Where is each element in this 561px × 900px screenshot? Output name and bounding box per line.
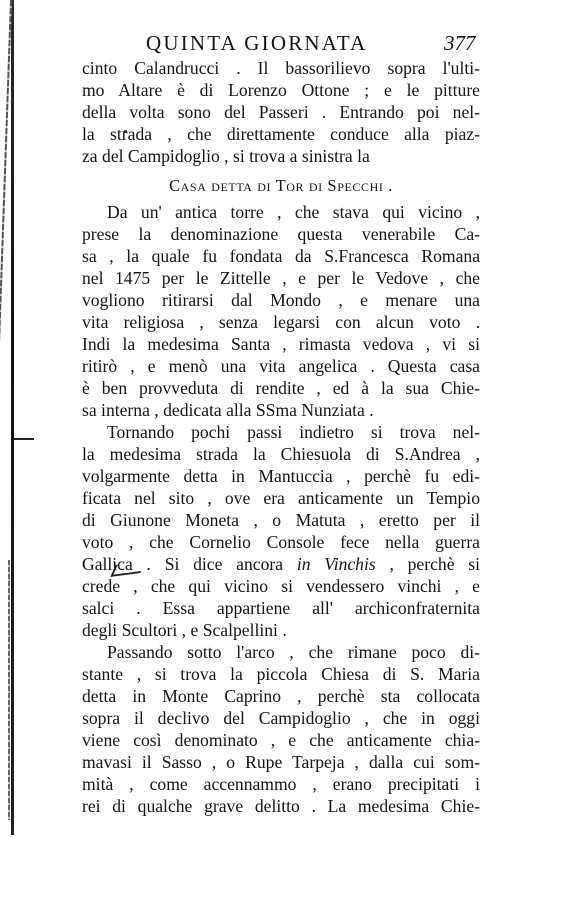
text-line: rei di qualche grave delitto . La medesima Chie-: [82, 796, 480, 816]
binding-thread-lower: [8, 560, 10, 820]
text-line: viene così denominato , e che anticamente chia-: [82, 730, 480, 750]
text-line: ficata nel sito , ove era anticamente un Tempio: [82, 488, 480, 508]
text-line: mo Altare è di Lorenzo Ottone ; e le pitture: [82, 80, 480, 100]
text-line: la medesima strada la Chiesuola di S.Andrea ,: [82, 444, 480, 464]
text-line: mità , come accennammo , erano precipitati i: [82, 774, 480, 794]
text-line: Passando sotto l'arco , che rimane poco di-: [107, 642, 480, 662]
text-line: Indi la medesima Santa , rimasta vedova , vi si: [82, 334, 480, 354]
text-line: prese la denominazione questa venerabile Ca-: [82, 224, 480, 244]
text-line: voto , che Cornelio Console fece nella guerra: [82, 532, 480, 552]
text-line: la strada , che direttamente conduce alla piaz-: [82, 124, 480, 144]
binding-edge: [11, 0, 14, 835]
text-line: volgarmente detta in Mantuccia , perchè fu edi-: [82, 466, 480, 486]
text-line: di Giunone Moneta , o Matuta , eretto per il: [82, 510, 480, 530]
text-line: è ben provveduta di rendite , ed à la sua Chie-: [82, 378, 480, 398]
text-line: sa interna , dedicata alla SSma Nunziata .: [82, 400, 374, 420]
text-line: degli Scultori , e Scalpellini .: [82, 620, 287, 640]
text-line: ritirò , e menò una vita angelica . Questa casa: [82, 356, 480, 376]
text-segment: Gallica . Si dice ancora: [82, 554, 297, 574]
italic-phrase: in Vinchis: [296, 554, 376, 574]
text-line: nel 1475 per le Zittelle , e per le Vedove , che: [82, 268, 480, 288]
text-line: Da un' antica torre , che stava qui vicino ,: [107, 202, 480, 222]
text-line: stante , si trova la piccola Chiesa di S. Maria: [82, 664, 480, 684]
text-line: della volta sono del Passeri . Entrando poi nel-: [82, 102, 480, 122]
section-heading: Casa detta di Tor di Specchi .: [169, 176, 393, 195]
text-line: detta in Monte Caprino , perchè sta collocata: [82, 686, 480, 706]
text-line: Tornando pochi passi indietro si trova nel-: [107, 422, 480, 442]
text-line: cinto Calandrucci . Il bassorilievo sopra l'ulti-: [82, 58, 480, 78]
text-segment: , perchè si: [375, 554, 480, 574]
running-head-title: QUINTA GIORNATA: [146, 31, 368, 55]
margin-mark: [14, 438, 34, 440]
text-line: mavasi il Sasso , o Rupe Tarpeja , dalla cui som-: [82, 752, 480, 772]
text-line: crede , che qui vicino si vendessero vinchi , e: [82, 576, 480, 596]
text-line: za del Campidoglio , si trova a sinistra la: [82, 146, 370, 166]
text-line: vita religiosa , senza legarsi con alcun voto .: [82, 312, 480, 332]
page-number: 377: [444, 31, 476, 55]
text-line: sa , la quale fu fondata da S.Francesca Romana: [82, 246, 480, 266]
text-line: salci . Essa appartiene all' archiconfraternita: [82, 598, 480, 618]
text-line: vogliono ritirarsi dal Mondo , e menare una: [82, 290, 480, 310]
text-line: sopra il declivo del Campidoglio , che in oggi: [82, 708, 480, 728]
